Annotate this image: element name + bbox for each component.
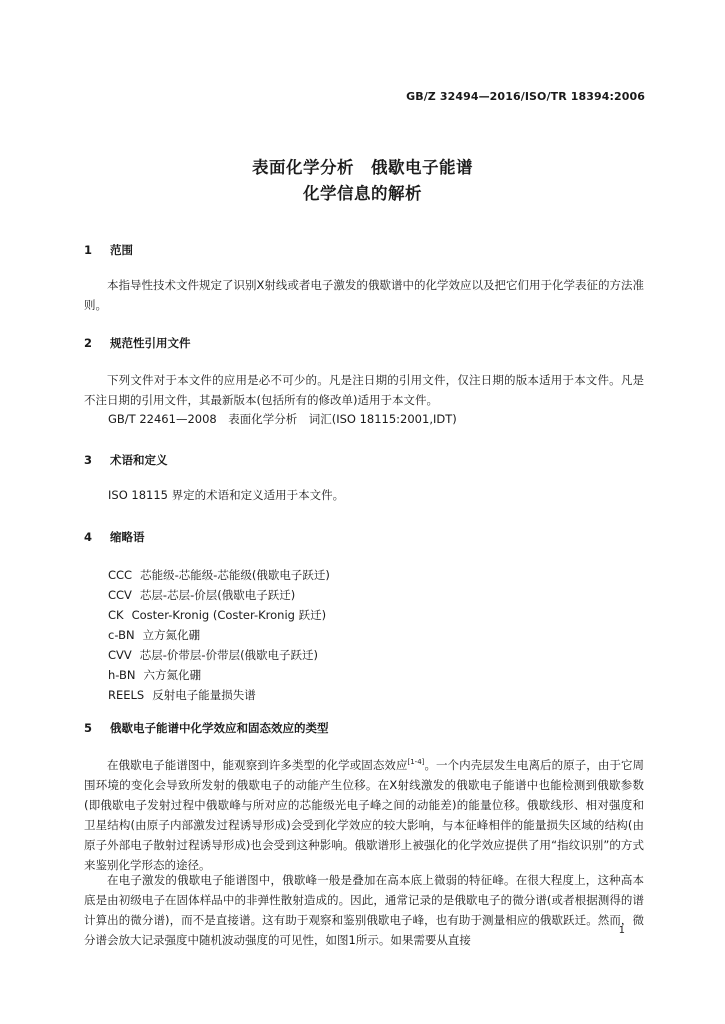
abbreviation-list [108,565,330,705]
abbr-code: CCV [108,588,132,602]
section-title: 范围 [110,243,134,257]
section-number: 4 [84,530,93,544]
list-item [108,645,330,665]
abbr-meaning: 芯层-价带层-价带层(俄歇电子跃迁) [139,648,319,662]
abbr-code: c-BN [108,628,135,642]
page-title-line2: 化学信息的解析 [303,184,422,203]
section-heading-1 [84,242,133,258]
abbr-meaning: 反射电子能量损失谱 [152,688,256,702]
citation-ref: [1-4] [407,758,425,766]
normative-reference: GB/T 22461—2008 表面化学分析 词汇(ISO 18115:2001,IDT) [108,412,457,426]
abbr-meaning: 芯层-芯层-价层(俄歇电子跃迁) [139,588,296,602]
paragraph-text: 在俄歇电子能谱图中，能观察到许多类型的化学或固态效应 [107,758,408,772]
section-paragraph: 本指导性技术文件规定了识别X射线或者电子激发的俄歇谱中的化学效应以及把它们用于化学表征的方法准则。 [84,278,644,312]
section-title: 缩略语 [110,530,145,544]
abbr-meaning: 六方氮化硼 [143,668,202,682]
abbr-meaning: 立方氮化硼 [142,628,201,642]
section-title: 规范性引用文件 [110,336,191,350]
abbr-meaning: 芯能级-芯能级-芯能级(俄歇电子跃迁) [140,568,330,582]
section-paragraph: ISO 18115 界定的术语和定义适用于本文件。 [108,488,345,502]
abbr-code: CCC [108,568,133,582]
paragraph-text: 。一个内壳层发生电离后的原子，由于它周围环境的变化会导致所发射的俄歇电子的动能产生位移。在X射线激发的俄歇电子能谱中也能检测到俄歇参数(即俄歇电子发射过程中俄歇峰与所对应的芯能级光电子峰之间的动能差)的能量位移。俄歇线形、相对强度和卫星结构(由原子内部激发过程诱导形成)会受到化学效应的较大影响，与本征峰相伴的能量损失区域的结构(由原子外部电子散射过程诱导形成)也会受到这种影响。俄歇谱形上被强化的化学效应提供了用“指纹识别”的方式来鉴别化学形态的途径。 [84,758,644,872]
section-heading-4 [84,529,145,545]
section-number: 3 [84,453,93,467]
page-title-line1: 表面化学分析 俄歇电子能谱 [252,158,473,177]
section-number: 5 [84,721,93,735]
abbr-code: CK [108,608,124,622]
page-number: 1 [618,925,625,936]
abbr-meaning: Coster-Kronig (Coster-Kronig 跃迁) [131,608,327,622]
standard-code: GB/Z 32494—2016/ISO/TR 18394:2006 [406,90,645,103]
list-item [108,585,330,605]
section-number: 1 [84,243,93,257]
section-number: 2 [84,336,93,350]
list-item [108,685,330,705]
section-heading-2 [84,335,191,351]
section-title: 俄歇电子能谱中化学效应和固态效应的类型 [110,721,329,735]
abbr-code: CVV [108,648,132,662]
section-paragraph [84,752,644,875]
section-title: 术语和定义 [110,453,168,467]
list-item [108,665,330,685]
section-heading-5 [84,720,329,736]
abbr-code: REELS [108,688,145,702]
list-item [108,565,330,585]
list-item [108,625,330,645]
section-heading-3 [84,452,168,468]
section-paragraph: 在电子激发的俄歇电子能谱图中，俄歇峰一般是叠加在高本底上微弱的特征峰。在很大程度上，这种高本底是由初级电子在固体样品中的非弹性散射造成的。因此，通常记录的是俄歇电子的微分谱(或者根据测得的谱计算出的微分谱)，而不是直接谱。这有助于观察和鉴别俄歇电子峰，也有助于测量相应的俄歇跃迁。然而，微分谱会放大记录强度中随机波动强度的可见性，如图1所示。如果需要从直接 [84,873,644,947]
section-paragraph: 下列文件对于本文件的应用是必不可少的。凡是注日期的引用文件，仅注日期的版本适用于本文件。凡是不注日期的引用文件，其最新版本(包括所有的修改单)适用于本文件。 [84,373,644,407]
abbr-code: h-BN [108,668,136,682]
list-item [108,605,330,625]
